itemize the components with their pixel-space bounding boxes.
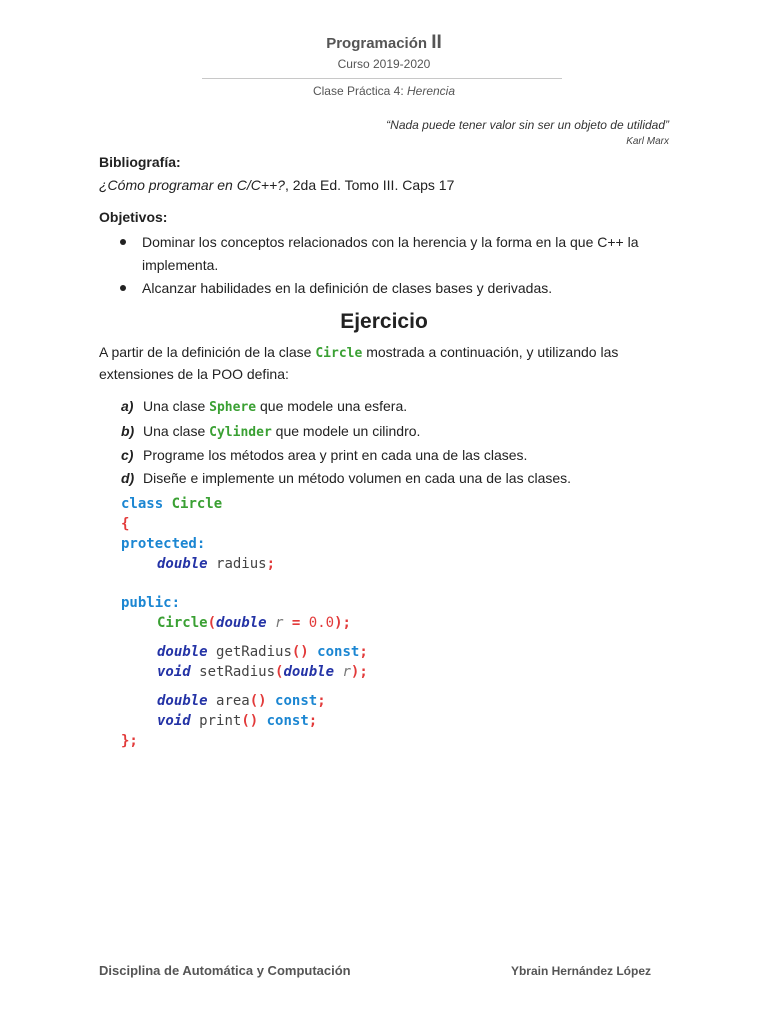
item-text: Una clase xyxy=(143,398,210,414)
code-class-name: Circle xyxy=(171,496,223,512)
item-text-tail: que modele una esfera. xyxy=(256,398,408,414)
code-punct: ; xyxy=(317,693,326,709)
code-punct: () xyxy=(241,713,259,729)
item-marker: a) xyxy=(121,398,134,414)
code-number: 0.0 xyxy=(308,615,335,631)
code-identifier: getRadius xyxy=(216,644,292,660)
item-text: Una clase xyxy=(143,422,210,439)
code-type: void xyxy=(157,664,191,680)
code-line-print xyxy=(121,711,368,731)
code-punct: : xyxy=(171,595,181,611)
code-line-area xyxy=(121,691,368,711)
item-marker: b) xyxy=(121,422,135,439)
footer-author: Ybrain Hernández López xyxy=(510,964,651,978)
code-keyword: protected xyxy=(121,536,197,552)
code-punct: ; xyxy=(342,615,351,631)
intro-before: A partir de la definición de la clase xyxy=(99,344,316,360)
code-punct: ) xyxy=(334,615,343,631)
code-punct: ) xyxy=(350,664,360,680)
code-punct: : xyxy=(196,536,206,552)
code-type: double xyxy=(157,556,208,572)
code-line-class-decl xyxy=(121,494,368,514)
code-punct: () xyxy=(249,693,267,709)
header-divider xyxy=(202,78,562,79)
inline-code-cylinder: Cylinder xyxy=(209,424,272,440)
code-punct: ; xyxy=(308,713,318,729)
code-identifier: area xyxy=(216,693,250,709)
code-line-public xyxy=(121,593,368,613)
title-text: Programación xyxy=(326,35,428,52)
page-title xyxy=(0,32,768,54)
code-punct: ; xyxy=(359,644,368,660)
practice-prefix: Clase Práctica 4: xyxy=(312,84,407,98)
code-line-radius xyxy=(121,554,368,574)
code-type: double xyxy=(157,644,208,660)
code-block xyxy=(121,494,368,751)
code-identifier: radius xyxy=(216,556,267,572)
code-punct: ( xyxy=(275,664,284,680)
code-keyword: class xyxy=(121,496,164,512)
code-type: double xyxy=(283,664,335,680)
code-punct: ; xyxy=(266,556,276,572)
code-line-open-brace xyxy=(121,514,368,534)
item-text: Programe los métodos area y print en cada una de las clases. xyxy=(143,447,528,463)
code-function: Circle xyxy=(157,615,208,631)
code-punct: = xyxy=(291,615,301,631)
list-item xyxy=(121,467,681,490)
code-type: double xyxy=(216,615,267,631)
bibliography-label: Bibliografía: xyxy=(99,154,181,170)
practice-subtitle xyxy=(0,84,768,98)
quote-author: Karl Marx xyxy=(626,136,669,147)
code-param: r xyxy=(275,615,284,631)
code-punct: { xyxy=(121,516,130,532)
code-line-setradius xyxy=(121,662,368,682)
quote-text: “Nada puede tener valor sin ser un objeto de utilidad” xyxy=(386,118,669,132)
item-text-tail: que modele un cilindro. xyxy=(271,422,421,439)
code-punct: }; xyxy=(121,733,138,749)
code-line-close xyxy=(121,731,368,751)
code-keyword: public xyxy=(121,595,172,611)
course-year: Curso 2019-2020 xyxy=(337,57,431,71)
objectives-list xyxy=(99,231,679,300)
code-identifier: print xyxy=(199,713,242,729)
code-type: void xyxy=(157,713,191,729)
list-item: Dominar los conceptos relacionados con la herencia y la forma en la que C++ la implementa. xyxy=(99,231,679,277)
exercise-items xyxy=(121,395,681,489)
code-identifier: setRadius xyxy=(199,664,276,680)
code-punct: ( xyxy=(207,615,217,631)
code-line-protected xyxy=(121,534,368,554)
list-item xyxy=(121,444,681,467)
book-title: ¿Cómo programar en C/C++? xyxy=(99,177,285,193)
code-line-constructor xyxy=(121,613,368,633)
item-marker: c) xyxy=(121,447,134,463)
bibliography-reference xyxy=(99,177,454,193)
code-type: double xyxy=(157,693,208,709)
exercise-heading: Ejercicio xyxy=(340,310,428,333)
item-text: Diseñe e implemente un método volumen en cada una de las clases. xyxy=(143,469,572,486)
code-keyword: const xyxy=(275,693,318,709)
footer-department: Disciplina de Automática y Computación xyxy=(99,963,351,978)
code-punct: ; xyxy=(359,664,368,680)
code-punct: () xyxy=(291,644,309,660)
list-item xyxy=(121,420,681,445)
inline-code-sphere: Sphere xyxy=(209,400,257,415)
code-keyword: const xyxy=(266,713,309,729)
list-item xyxy=(121,395,681,420)
practice-topic: Herencia xyxy=(407,84,456,98)
title-roman-numeral: II xyxy=(431,32,442,53)
code-keyword: const xyxy=(317,644,360,660)
intro-after: mostrada a continuación, y utilizando las extensiones de la POO defina: xyxy=(99,344,619,382)
item-marker: d) xyxy=(121,469,135,486)
objectives-label: Objetivos: xyxy=(99,209,168,225)
code-param: r xyxy=(342,664,351,680)
exercise-intro xyxy=(99,342,674,385)
code-line-getradius xyxy=(121,642,368,662)
inline-code-circle: Circle xyxy=(315,346,363,361)
list-item: Alcanzar habilidades en la definición de clases bases y derivadas. xyxy=(99,277,679,300)
book-details: , 2da Ed. Tomo III. Caps 17 xyxy=(284,177,455,193)
